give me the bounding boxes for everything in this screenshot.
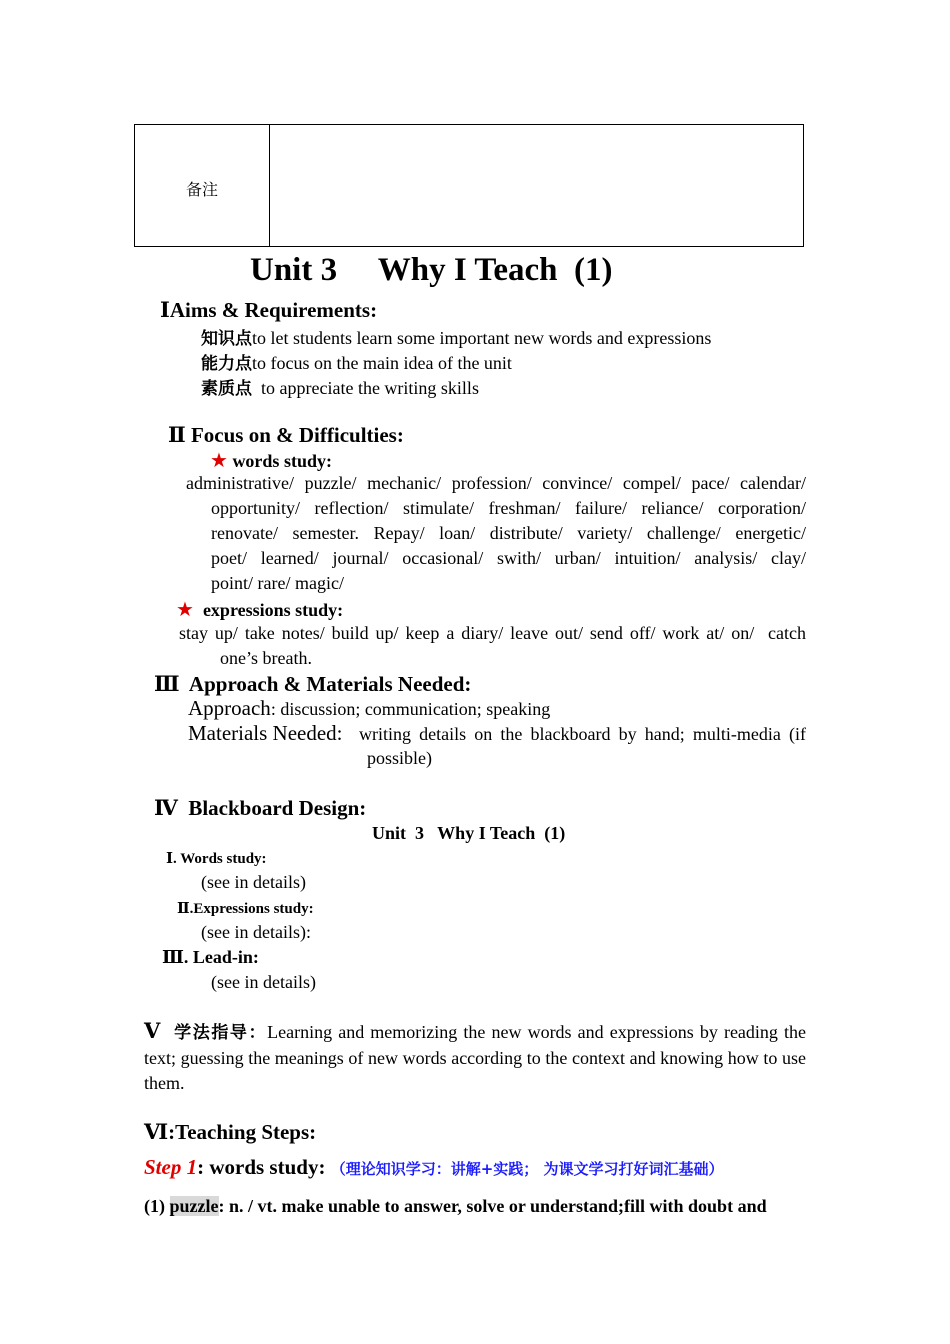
blackboard-item-num: Ⅱ: [177, 901, 190, 917]
approach-row: [188, 696, 550, 721]
aim-row: [201, 324, 711, 349]
aim-label: 素质点: [201, 379, 252, 399]
approach-label: Approach: [188, 696, 271, 720]
blackboard-item: [166, 849, 267, 868]
words-line: administrative/ puzzle/ mechanic/ profession/ convince/ compel/ pace/ calendar/: [186, 473, 806, 493]
words-study-label: words study:: [232, 451, 332, 471]
blackboard-item-label: .Expressions study:: [189, 901, 314, 917]
section-2-title: Focus on & Difficulties:: [190, 423, 404, 447]
aim-text: to let students learn some important new words and expressions: [252, 328, 712, 348]
blackboard-item-detail: (see in details): [211, 972, 316, 992]
remark-label: 备注: [185, 180, 218, 199]
words-study-label-row: [210, 448, 332, 472]
aim-text: to appreciate the writing skills: [261, 378, 479, 398]
step-title: : words study:: [197, 1155, 326, 1179]
section-3-heading: [154, 671, 471, 697]
words-line: renovate/ semester. Repay/ loan/ distribute/ variety/ challenge/ energetic/: [211, 523, 806, 543]
section-2-heading: [168, 422, 404, 448]
section-4-heading: [154, 795, 366, 821]
materials-row: [188, 721, 806, 746]
table-divider: [269, 125, 270, 246]
blackboard-item-num: Ⅲ: [162, 947, 184, 967]
vocab-definition: : n. / vt. make unable to answer, solve or understand;fill with doubt and: [218, 1196, 767, 1216]
section-6-heading: [144, 1119, 316, 1145]
blackboard-item-detail: (see in details):: [201, 922, 311, 942]
remark-table: [134, 124, 804, 247]
blackboard-item-detail: (see in details): [201, 872, 306, 892]
section-1-heading: [160, 297, 377, 323]
section-5-label: 学法指导：: [174, 1023, 268, 1043]
star-icon: ★: [176, 597, 194, 621]
aim-row: [201, 374, 479, 399]
step-note: （理论知识学习：讲解+实践； 为课文学习打好词汇基础）: [330, 1160, 724, 1178]
words-line: poet/ learned/ journal/ occasional/ swith/ urban/ intuition/ analysis/ clay/: [211, 548, 806, 568]
page-title: Unit 3 Why I Teach (1): [250, 252, 613, 288]
section-5-paragraph: [144, 1019, 806, 1096]
section-5-num: Ⅴ: [144, 1019, 162, 1043]
blackboard-subtitle: Unit 3 Why I Teach (1): [372, 823, 566, 843]
aim-label: 能力点: [201, 354, 252, 374]
vocab-item: [144, 1196, 767, 1217]
section-1-title: Aims & Requirements:: [169, 298, 378, 322]
words-line: opportunity/ reflection/ stimulate/ freshman/ failure/ reliance/ corporation/: [211, 498, 806, 518]
expressions-study-label-row: [176, 597, 343, 621]
expressions-line: stay up/ take notes/ build up/ keep a diary/ leave out/ send off/ work at/ on/ catch: [179, 623, 806, 643]
section-4-title: Blackboard Design:: [188, 796, 367, 820]
section-3-num: Ⅲ: [154, 672, 180, 696]
section-3-title: Approach & Materials Needed:: [188, 672, 472, 696]
section-2-num: Ⅱ: [168, 423, 186, 447]
star-icon: ★: [210, 448, 228, 472]
materials-text: writing details on the blackboard by hand; multi-media (if: [359, 724, 806, 744]
section-1-num: Ⅰ: [160, 298, 170, 322]
blackboard-item-label: . Lead-in:: [183, 947, 259, 967]
approach-text: : discussion; communication; speaking: [270, 699, 551, 719]
step-label: Step 1: [144, 1155, 198, 1179]
blackboard-item-num: Ⅰ: [166, 851, 174, 867]
section-6-title: :Teaching Steps:: [168, 1120, 317, 1144]
expressions-study-label: expressions study:: [202, 600, 344, 620]
materials-text-cont: possible): [367, 748, 432, 768]
words-line: point/ rare/ magic/: [211, 573, 344, 593]
blackboard-item-label: . Words study:: [173, 851, 267, 867]
blackboard-item: [162, 947, 259, 968]
aim-text: to focus on the main idea of the unit: [252, 353, 512, 373]
vocab-item-num: (1): [144, 1196, 165, 1216]
materials-label: Materials Needed:: [188, 721, 343, 745]
section-5-text: Learning and memorizing the new words and expressions by reading the text; guessing the meanings of new words according to the context and knowing how to use them.: [144, 1022, 807, 1093]
aim-label: 知识点: [201, 329, 252, 349]
step-1-row: [144, 1155, 724, 1180]
expressions-line: one’s breath.: [220, 648, 312, 668]
section-6-num: Ⅵ: [144, 1120, 169, 1144]
vocab-word: puzzle: [169, 1196, 219, 1216]
blackboard-item: [177, 899, 314, 918]
section-4-num: Ⅳ: [154, 796, 178, 820]
aim-row: [201, 349, 512, 374]
